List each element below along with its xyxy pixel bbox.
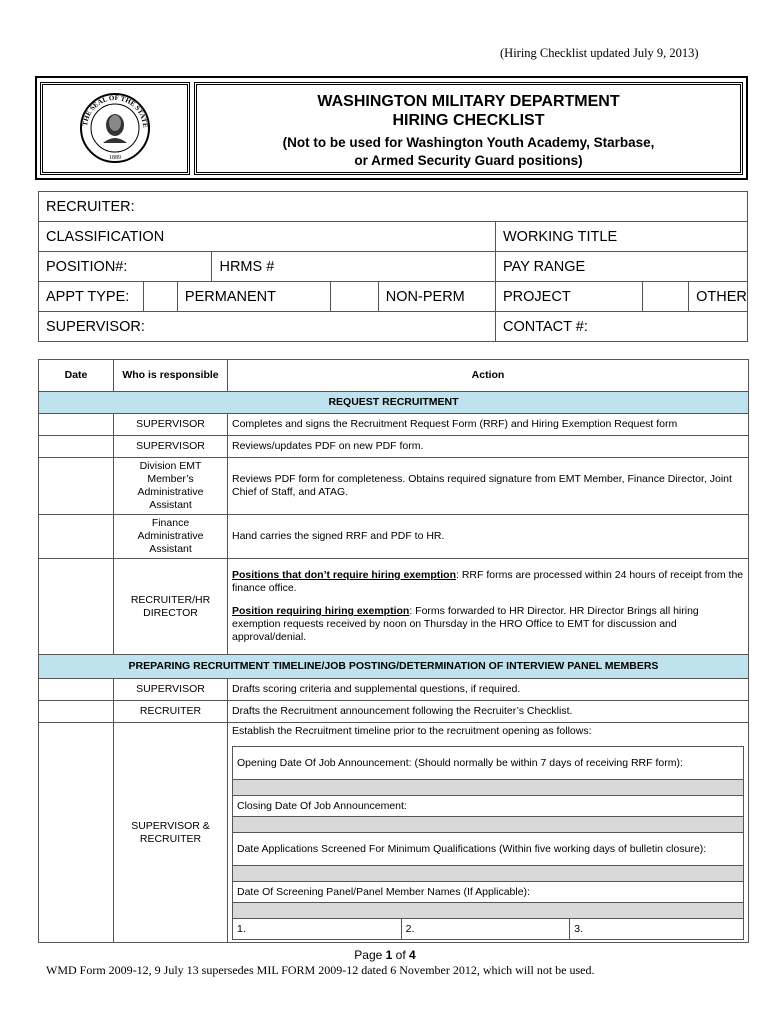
project-checkbox[interactable] [643, 282, 689, 312]
section-preparing-recruitment: PREPARING RECRUITMENT TIMELINE/JOB POSTING/DETERMINATION OF INTERVIEW PANEL MEMBERS [39, 655, 749, 679]
subtitle-line-1: (Not to be used for Washington Youth Academy, Starbase, [282, 135, 655, 150]
position-field[interactable]: POSITION#: [39, 252, 212, 282]
panel-member-1[interactable]: 1. [233, 919, 402, 940]
action-cell: Reviews/updates PDF on new PDF form. [228, 436, 749, 458]
page-number: Page 1 of 4 [354, 948, 416, 962]
opening-date-input[interactable] [233, 780, 744, 796]
action-cell: Completes and signs the Recruitment Request Form (RRF) and Hiring Exemption Request form [228, 414, 749, 436]
title-line-1: WASHINGTON MILITARY DEPARTMENT [317, 93, 620, 110]
checklist-table [38, 359, 749, 943]
exemption-heading: Position requiring hiring exemption [232, 605, 410, 617]
who-cell: SUPERVISOR & RECRUITER [114, 723, 228, 943]
contact-field[interactable]: CONTACT #: [496, 312, 748, 342]
date-cell[interactable] [39, 701, 114, 723]
svg-text:1889: 1889 [109, 155, 121, 161]
who-cell: Division EMT Member’s Administrative Assistant [114, 458, 228, 515]
date-cell[interactable] [39, 436, 114, 458]
hrms-field[interactable]: HRMS # [212, 252, 496, 282]
who-cell: RECRUITER/HR DIRECTOR [114, 559, 228, 655]
panel-date-label: Date Of Screening Panel/Panel Member Names (If Applicable): [233, 882, 744, 903]
project-label: PROJECT [496, 282, 643, 312]
date-cell[interactable] [39, 559, 114, 655]
subtitle-line-2: or Armed Security Guard positions) [354, 153, 583, 168]
closing-date-input[interactable] [233, 817, 744, 833]
timeline-cell [228, 723, 749, 943]
seal-frame [40, 82, 190, 175]
appt-type-label: APPT TYPE: [39, 282, 144, 312]
exemption-text: : Forms forwarded to HR Director. HR Director Brings all hiring exemption requests received by noon on Thursday in the HRO Office to EMT for discussion and approval/denial. [232, 605, 699, 643]
date-cell[interactable] [39, 414, 114, 436]
screened-date-input[interactable] [233, 866, 744, 882]
panel-member-3[interactable]: 3. [570, 919, 744, 940]
panel-member-2[interactable]: 2. [401, 919, 570, 940]
who-cell: SUPERVISOR [114, 679, 228, 701]
action-cell: Drafts the Recruitment announcement following the Recruiter’s Checklist. [228, 701, 749, 723]
permanent-label: PERMANENT [177, 282, 330, 312]
info-table [38, 191, 748, 342]
action-cell: Hand carries the signed RRF and PDF to HR. [228, 515, 749, 559]
supervisor-field[interactable]: SUPERVISOR: [39, 312, 496, 342]
timeline-subtable [232, 746, 744, 940]
recruiter-field[interactable]: RECRUITER: [39, 192, 748, 222]
date-cell[interactable] [39, 679, 114, 701]
action-cell: Reviews PDF form for completeness. Obtains required signature from EMT Member, Finance Director, Joint Chief of Staff, and ATAG. [228, 458, 749, 515]
screened-date-label: Date Applications Screened For Minimum Qualifications (Within five working days of bulletin closure): [233, 833, 744, 866]
action-cell [228, 559, 749, 655]
form-note: WMD Form 2009-12, 9 July 13 supersedes MIL FORM 2009-12 dated 6 November 2012, which will not be used. [46, 963, 595, 977]
non-perm-checkbox[interactable] [330, 282, 378, 312]
permanent-checkbox[interactable] [144, 282, 178, 312]
state-seal-icon [43, 85, 187, 172]
date-cell[interactable] [39, 458, 114, 515]
other-label: OTHER [689, 282, 748, 312]
svg-text:THE SEAL OF THE STATE OF WASHI: THE SEAL OF THE STATE [81, 93, 150, 128]
no-exemption-heading: Positions that don’t require hiring exemption [232, 569, 457, 581]
updated-note: (Hiring Checklist updated July 9, 2013) [500, 46, 699, 60]
title-frame [194, 82, 743, 175]
who-cell: Finance Administrative Assistant [114, 515, 228, 559]
panel-date-input[interactable] [233, 903, 744, 919]
closing-date-label: Closing Date Of Job Announcement: [233, 796, 744, 817]
pay-range-field[interactable]: PAY RANGE [496, 252, 748, 282]
title-line-2: HIRING CHECKLIST [392, 112, 545, 129]
date-cell[interactable] [39, 515, 114, 559]
action-cell: Drafts scoring criteria and supplemental questions, if required. [228, 679, 749, 701]
classification-field[interactable]: CLASSIFICATION [39, 222, 496, 252]
col-who-header: Who is responsible [114, 360, 228, 392]
col-date-header: Date [39, 360, 114, 392]
col-action-header: Action [228, 360, 749, 392]
non-perm-label: NON-PERM [378, 282, 495, 312]
opening-date-label: Opening Date Of Job Announcement: (Should normally be within 7 days of receiving RRF form): [233, 747, 744, 780]
who-cell: SUPERVISOR [114, 436, 228, 458]
working-title-field[interactable]: WORKING TITLE [496, 222, 748, 252]
who-cell: SUPERVISOR [114, 414, 228, 436]
who-cell: RECRUITER [114, 701, 228, 723]
date-cell[interactable] [39, 723, 114, 943]
timeline-intro: Establish the Recruitment timeline prior to the recruitment opening as follows: [232, 725, 592, 737]
section-request-recruitment: REQUEST RECRUITMENT [39, 392, 749, 414]
no-exemption-text: : RRF forms are processed within 24 hours of receipt from the finance office. [232, 569, 744, 594]
